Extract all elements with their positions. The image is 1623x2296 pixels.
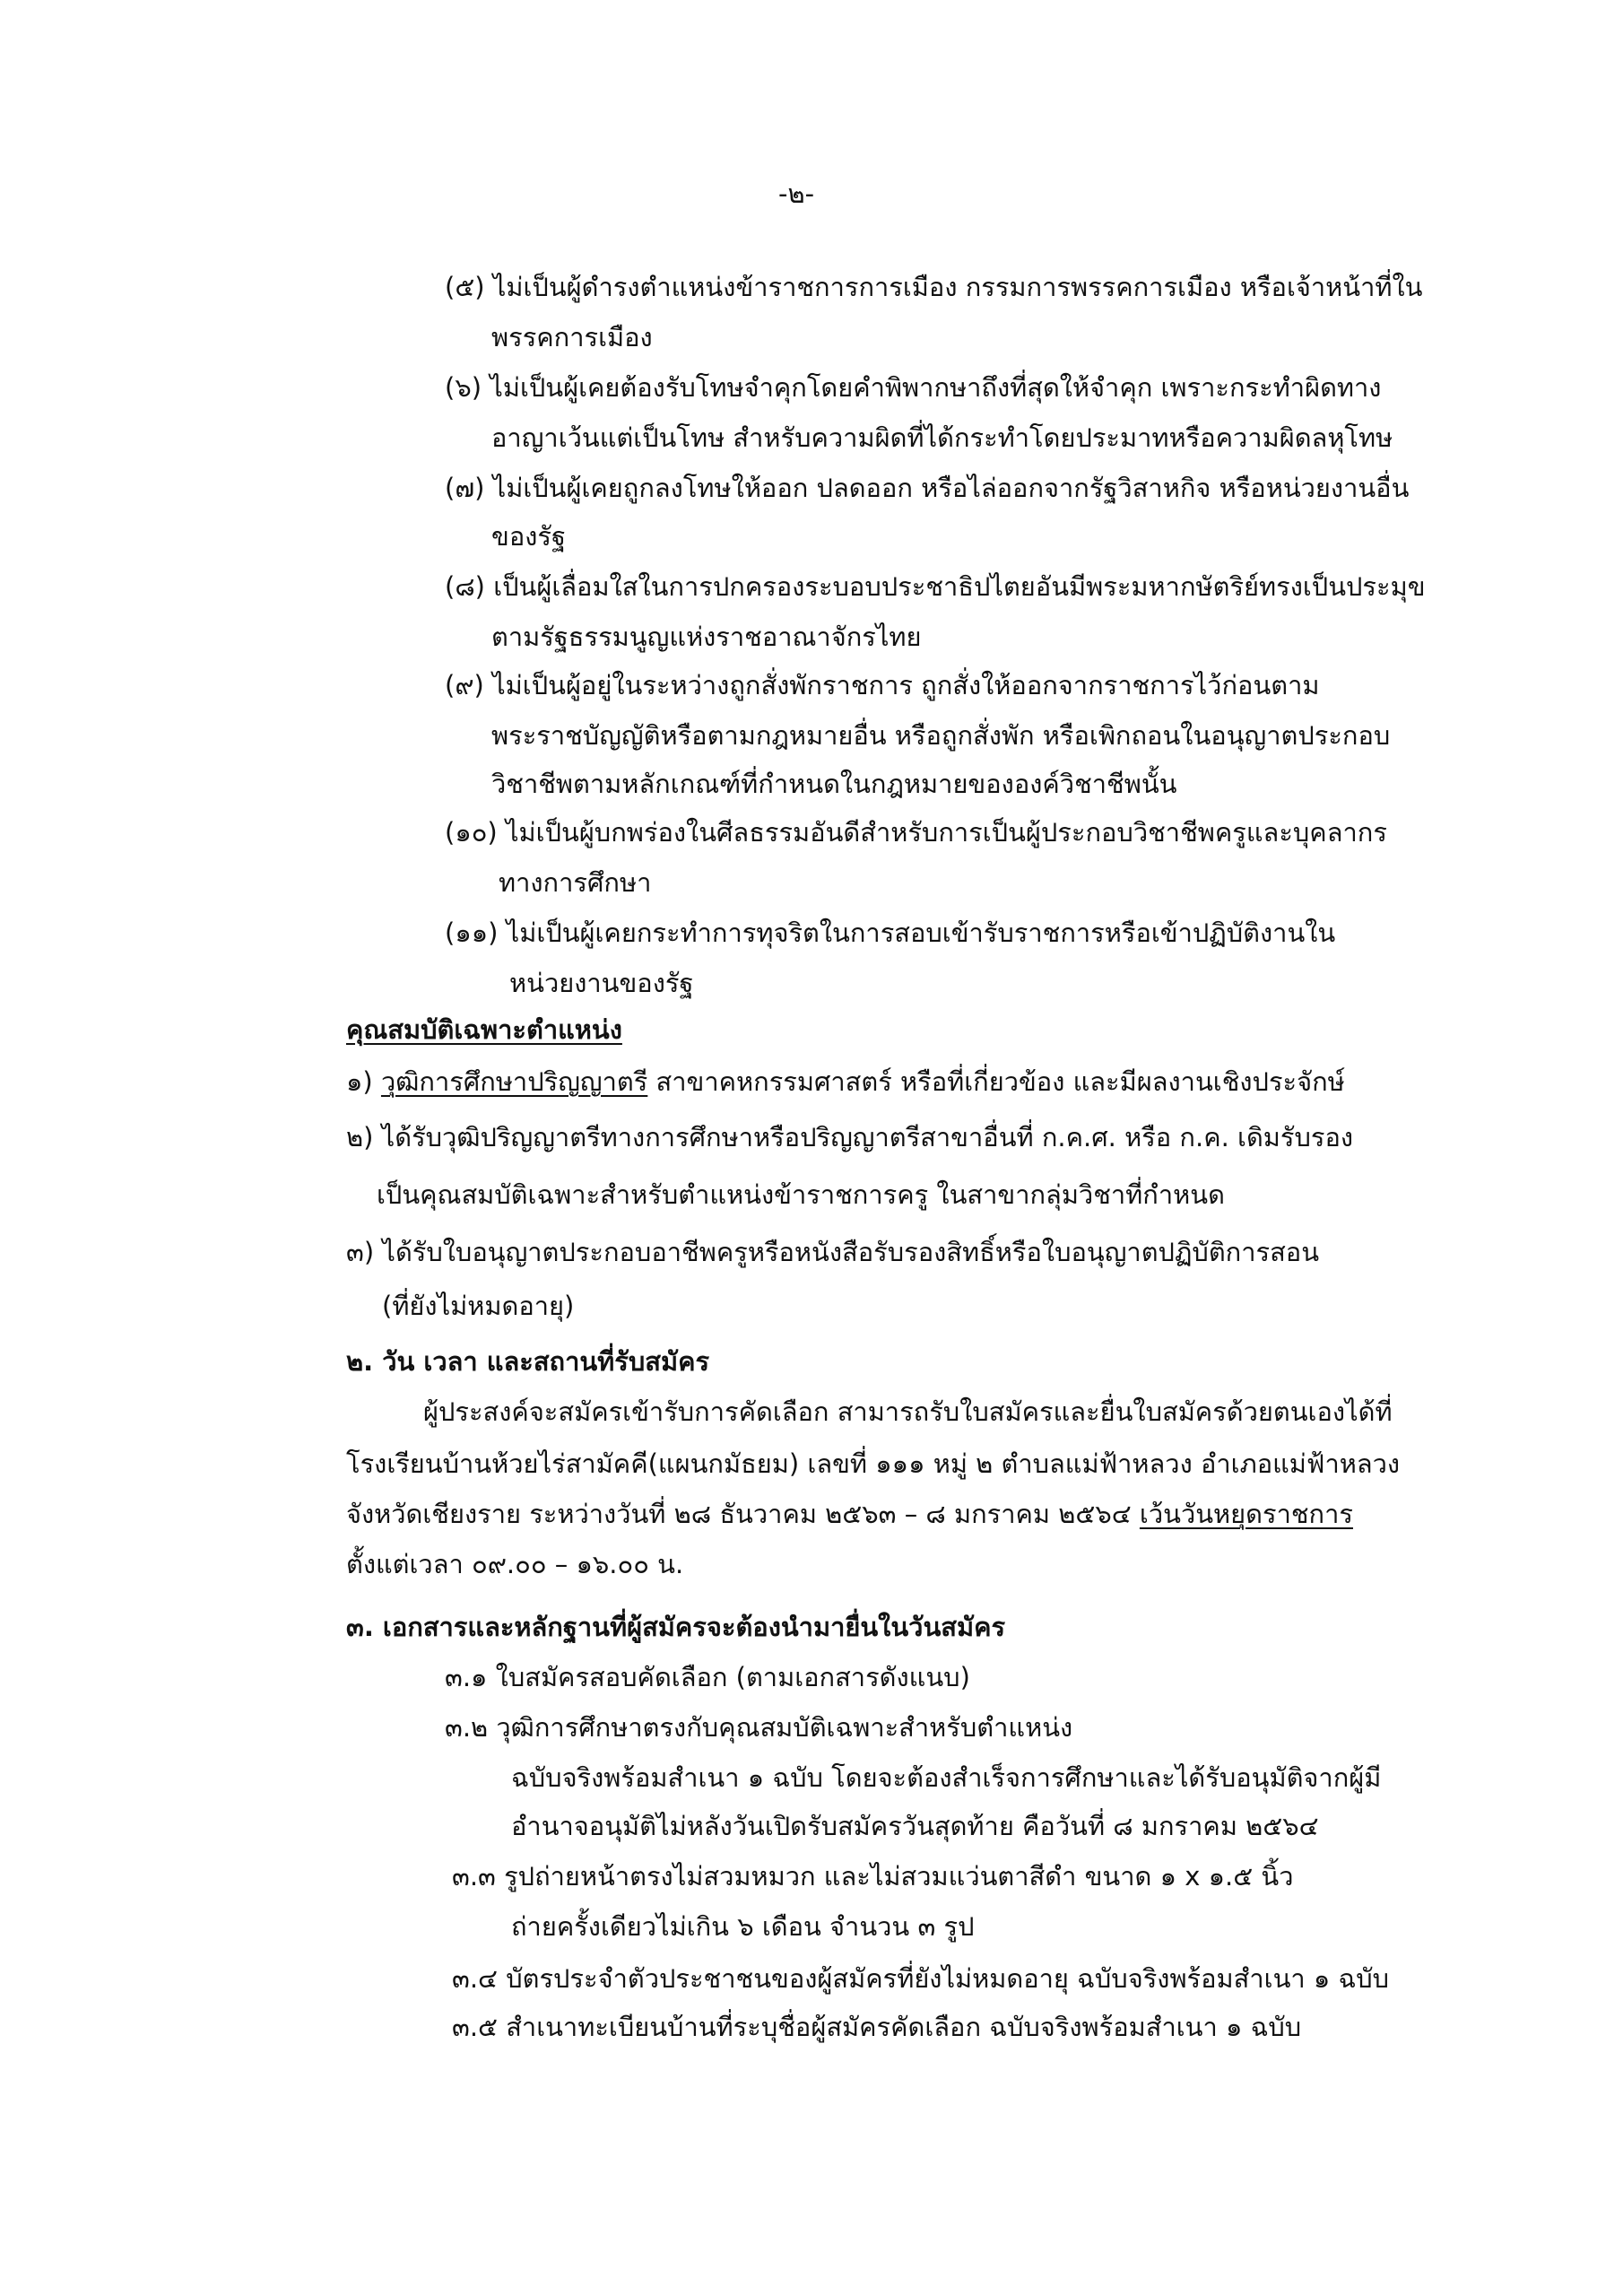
item-text: เป็นผู้เลื่อมใสในการปกครองระบอบประชาธิปไตยอันมีพระมหากษัตริย์ทรงเป็นประมุข [493,571,1426,602]
specific-qualification-2: ๒) ได้รับวุฒิปริญญาตรีทางการศึกษาหรือปริญญาตรีสาขาอื่นที่ ก.ค.ศ. หรือ ก.ค. เดิมรับรอง [346,1122,1354,1152]
specific-qualification-1 [346,1064,1345,1100]
page-number: -๒- [778,178,815,209]
paragraph-line [346,1496,1353,1532]
date-range: จังหวัดเชียงราย ระหว่างวันที่ ๒๘ ธันวาคม ๒๕๖๓ – ๘ มกราคม ๒๕๖๔ [346,1499,1140,1529]
item-number: (๑๐) [445,817,498,848]
document-item: ๓.๑ ใบสมัครสอบคัดเลือก (ตามเอกสารดังแนบ) [445,1662,970,1692]
qualification-item [445,370,1381,405]
qualification-continuation: ทางการศึกษา [499,867,652,898]
document-item: ๓.๓ รูปถ่ายหน้าตรงไม่สวมหมวก และไม่สวมแว่นตาสีดำ ขนาด ๑ x ๑.๕ นิ้ว [452,1861,1294,1892]
qualification-continuation: วิชาชีพตามหลักเกณฑ์ที่กำหนดในกฎหมายขององค์วิชาชีพนั้น [491,769,1177,799]
section-heading-application-schedule: ๒. วัน เวลา และสถานที่รับสมัคร [346,1346,710,1377]
item-text: สาขาคหกรรมศาสตร์ หรือที่เกี่ยวข้อง และมีผลงานเชิงประจักษ์ [647,1066,1345,1097]
item-number: (๘) [445,571,486,602]
document-item: ๓.๔ บัตรประจำตัวประชาชนของผู้สมัครที่ยังไม่หมดอายุ ฉบับจริงพร้อมสำเนา ๑ ฉบับ [452,1963,1390,1994]
qualification-item [445,269,1423,305]
item-number: (๗) [445,473,485,503]
specific-qualification-3: ๓) ได้รับใบอนุญาตประกอบอาชีพครูหรือหนังสือรับรองสิทธิ์หรือใบอนุญาตปฏิบัติการสอน [346,1237,1320,1267]
item-text: ไม่เป็นผู้บกพร่องในศีลธรรมอันดีสำหรับการเป็นผู้ประกอบวิชาชีพครูและบุคลากร [505,817,1387,848]
paragraph-line: โรงเรียนบ้านห้วยไร่สามัคคี(แผนกมัธยม) เลขที่ ๑๑๑ หมู่ ๒ ตำบลแม่ฟ้าหลวง อำเภอแม่ฟ้าหลวง [346,1448,1401,1479]
item-number: (๙) [445,670,484,700]
qualification-continuation: พระราชบัญญัติหรือตามกฎหมายอื่น หรือถูกสั่งพัก หรือเพิกถอนในอนุญาตประกอบ [491,720,1391,751]
item-number: (๕) [445,272,485,302]
qualification-continuation: ของรัฐ [491,521,566,552]
specific-qualification-2-continuation: เป็นคุณสมบัติเฉพาะสำหรับตำแหน่งข้าราชการครู ในสาขากลุ่มวิชาที่กำหนด [377,1179,1225,1210]
degree-requirement: วุฒิการศึกษาปริญญาตรี [380,1066,648,1097]
item-text: ไม่เป็นผู้อยู่ในระหว่างถูกสั่งพักราชการ ถูกสั่งให้ออกจากราชการไว้ก่อนตาม [492,670,1320,700]
document-item-continuation: ถ่ายครั้งเดียวไม่เกิน ๖ เดือน จำนวน ๓ รูป [511,1911,975,1942]
qualification-continuation: ตามรัฐธรรมนูญแห่งราชอาณาจักรไทย [491,622,922,652]
item-number: (๑๑) [445,918,499,948]
qualification-item [445,814,1387,850]
qualification-item [445,569,1426,604]
qualification-item [445,470,1409,506]
document-item-continuation: อำนาจอนุมัติไม่หลังวันเปิดรับสมัครวันสุดท้าย คือวันที่ ๘ มกราคม ๒๕๖๔ [511,1811,1319,1841]
item-text: ไม่เป็นผู้เคยต้องรับโทษจำคุกโดยคำพิพากษาถึงที่สุดให้จำคุก เพราะกระทำผิดทาง [490,372,1382,403]
item-number: ๑) [346,1066,373,1097]
paragraph-line: ผู้ประสงค์จะสมัครเข้ารับการคัดเลือก สามารถรับใบสมัครและยื่นใบสมัครด้วยตนเองได้ที่ [423,1396,1393,1427]
document-item: ๓.๕ สำเนาทะเบียนบ้านที่ระบุชื่อผู้สมัครคัดเลือก ฉบับจริงพร้อมสำเนา ๑ ฉบับ [452,2012,1302,2042]
section-heading-required-documents: ๓. เอกสารและหลักฐานที่ผู้สมัครจะต้องนำมายื่นในวันสมัคร [346,1612,1006,1642]
paragraph-line: ตั้งแต่เวลา ๐๙.๐๐ – ๑๖.๐๐ น. [346,1549,684,1579]
qualification-continuation: อาญาเว้นแต่เป็นโทษ สำหรับความผิดที่ได้กระทำโดยประมาทหรือความผิดลหุโทษ [491,422,1393,453]
section-heading-specific-qualifications: คุณสมบัติเฉพาะตำแหน่ง [346,1014,622,1045]
item-text: ไม่เป็นผู้ดำรงตำแหน่งข้าราชการการเมือง กรรมการพรรคการเมือง หรือเจ้าหน้าที่ใน [492,272,1423,302]
document-item-continuation: ฉบับจริงพร้อมสำเนา ๑ ฉบับ โดยจะต้องสำเร็จการศึกษาและได้รับอนุมัติจากผู้มี [511,1762,1382,1793]
item-number: (๖) [445,372,482,403]
specific-qualification-3-continuation: (ที่ยังไม่หมดอายุ) [382,1291,575,1321]
qualification-item [445,667,1320,703]
qualification-item [445,915,1335,951]
document-item: ๓.๒ วุฒิการศึกษาตรงกับคุณสมบัติเฉพาะสำหรับตำแหน่ง [445,1712,1073,1743]
holiday-note: เว้นวันหยุดราชการ [1139,1499,1353,1529]
qualification-continuation: หน่วยงานของรัฐ [509,968,694,998]
item-text: ไม่เป็นผู้เคยกระทำการทุจริตในการสอบเข้ารับราชการหรือเข้าปฏิบัติงานใน [506,918,1336,948]
item-text: ไม่เป็นผู้เคยถูกลงโทษให้ออก ปลดออก หรือไล่ออกจากรัฐวิสาหกิจ หรือหน่วยงานอื่น [492,473,1410,503]
qualification-continuation: พรรคการเมือง [491,322,653,352]
